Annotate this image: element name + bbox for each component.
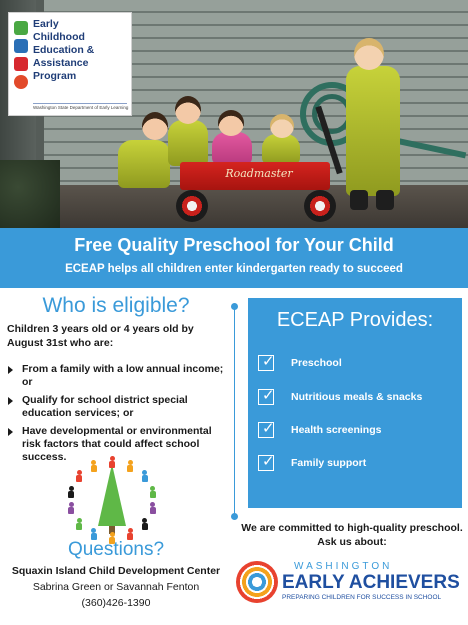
person-icon	[76, 470, 82, 482]
provides-item	[258, 386, 458, 409]
checkbox-icon	[258, 452, 275, 471]
checkmark-icon: ✓	[262, 352, 275, 370]
child-4	[262, 134, 300, 164]
provides-item-label: Preschool	[291, 357, 342, 369]
early-achievers-logo	[234, 559, 464, 607]
child-1-head	[142, 112, 168, 140]
logo-line: Program	[33, 70, 77, 82]
commitment-line-2: Ask us about:	[317, 536, 387, 548]
person-body	[150, 491, 156, 498]
banner-subtitle: ECEAP helps all children enter kindergarten ready to succeed	[65, 263, 403, 275]
child-5-boot-right	[376, 190, 394, 210]
divider-dot-top	[231, 303, 238, 310]
checkmark-icon: ✓	[262, 386, 275, 404]
ea-state: WASHINGTON	[294, 561, 393, 572]
wagon-brand: Roadmaster	[225, 167, 293, 180]
person-body	[150, 507, 156, 514]
tree-icon	[98, 464, 126, 526]
provides-item-label: Family support	[291, 457, 367, 469]
logo-icons	[14, 21, 30, 93]
checkmark-icon: ✓	[262, 419, 275, 437]
logo-rule	[33, 103, 127, 104]
person-icon	[142, 470, 148, 482]
eligibility-title: Who is eligible?	[42, 294, 190, 317]
child-2-head	[175, 96, 201, 124]
logo-line: Early	[33, 18, 59, 30]
sun-icon	[236, 561, 278, 603]
provides-item	[258, 352, 458, 375]
person-body	[68, 507, 74, 514]
contact-phone: (360)426-1390	[81, 597, 151, 609]
contact-names: Sabrina Green or Savannah Fenton	[32, 581, 200, 593]
logo-subtitle: Washington State Department of Early Learning	[33, 105, 129, 110]
checkmark-icon: ✓	[262, 452, 275, 470]
child-2	[168, 120, 208, 166]
wagon-wheel-left	[176, 190, 208, 222]
handshake-icon	[14, 21, 28, 35]
person-icon	[68, 502, 74, 514]
bullet-arrow-icon	[8, 397, 13, 405]
eceap-logo	[8, 12, 132, 116]
logo-line: Childhood	[33, 31, 85, 43]
banner-title: Free Quality Preschool for Your Child	[74, 235, 394, 255]
questions-title: Questions?	[67, 539, 165, 560]
person-body	[76, 475, 82, 482]
hero-photo	[0, 0, 468, 228]
logo-line: Assistance	[33, 57, 89, 69]
contact-center: Squaxin Island Child Development Center	[11, 565, 221, 577]
person-body	[142, 523, 148, 530]
child-3-head	[218, 110, 244, 136]
provides-item-label: Health screenings	[291, 424, 382, 436]
provides-item	[258, 419, 458, 442]
person-body	[109, 461, 115, 468]
person-head	[77, 518, 82, 523]
child-5-boot-left	[350, 190, 368, 210]
child-4-head	[270, 114, 294, 138]
commitment-text	[236, 521, 468, 549]
person-icon	[127, 460, 133, 472]
eligibility-intro: Children 3 years old or 4 years old by August 31st who are:	[7, 323, 194, 349]
child-3	[212, 132, 252, 164]
eligibility-item-text: Qualify for school district special education services; or	[22, 394, 188, 419]
eligibility-item-text: From a family with a low annual income; or	[22, 363, 224, 388]
provides-title: ECEAP Provides:	[276, 309, 434, 331]
person-icon	[109, 456, 115, 468]
checkbox-icon	[258, 352, 275, 371]
person-body	[142, 475, 148, 482]
person-icon	[142, 518, 148, 530]
divider-dot-bottom	[231, 513, 238, 520]
tree-people-graphic	[64, 452, 160, 542]
person-head	[142, 518, 147, 523]
bullet-arrow-icon	[8, 428, 13, 436]
provides-item-label: Nutritious meals & snacks	[291, 391, 423, 403]
child-5-head	[354, 38, 384, 70]
person-icon	[68, 486, 74, 498]
person-head	[69, 486, 74, 491]
eligibility-item-text: Have developmental or environmental risk factors that could affect school success.	[22, 425, 212, 463]
ea-name: EARLY ACHIEVERS	[282, 572, 460, 593]
person-body	[68, 491, 74, 498]
eligibility-item	[7, 363, 229, 389]
provides-item	[258, 452, 458, 475]
bullet-arrow-icon	[8, 366, 13, 374]
person-body	[127, 465, 133, 472]
bushes	[0, 160, 60, 228]
logo-text	[33, 18, 131, 83]
blocks-icon	[14, 57, 28, 71]
eligibility-item	[7, 394, 229, 420]
person-body	[76, 523, 82, 530]
ea-tagline: PREPARING CHILDREN FOR SUCCESS IN SCHOOL	[282, 594, 442, 601]
person-icon	[150, 502, 156, 514]
checkbox-icon	[258, 386, 275, 405]
column-divider	[234, 306, 235, 518]
child-1	[118, 140, 170, 188]
book-icon	[14, 39, 28, 53]
person-head	[150, 486, 155, 491]
wagon-wheel-right	[304, 190, 336, 222]
apple-icon	[14, 75, 28, 89]
child-5	[346, 66, 400, 196]
person-icon	[150, 486, 156, 498]
person-icon	[76, 518, 82, 530]
checkbox-icon	[258, 419, 275, 438]
commitment-line-1: We are committed to high-quality preschool.	[241, 522, 463, 534]
person-icon	[91, 460, 97, 472]
person-body	[91, 465, 97, 472]
logo-line: Education &	[33, 44, 95, 56]
